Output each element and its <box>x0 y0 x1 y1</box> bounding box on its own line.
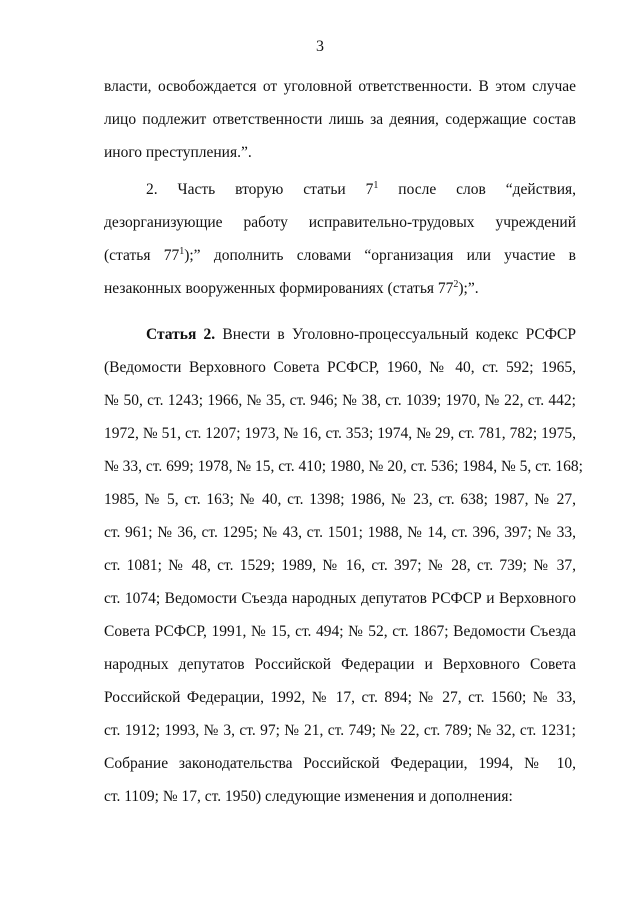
article2-line-15: ст. 1109; № 17, ст. 1950) следующие изменения и дополнения: <box>104 788 513 805</box>
para2-line-3-superscript: 1 <box>179 246 185 257</box>
para2-line-4-superscript: 2 <box>453 279 459 290</box>
para2-line-1-text-b: после слов “действия, <box>378 181 576 198</box>
para2-line-3-text-a: (статья 77 <box>104 247 180 264</box>
article2-line-4: 1972, № 51, ст. 1207; 1973, № 16, ст. 353; 1974, № 29, ст. 781, 782; 1975, <box>104 425 576 442</box>
article2-line-3: № 50, ст. 1243; 1966, № 35, ст. 946; № 38, ст. 1039; 1970, № 22, ст. 442; <box>104 392 576 409</box>
para2-line-3-text-b: );” дополнить словами “организация или участие в <box>184 247 576 264</box>
article2-line-9: ст. 1074; Ведомости Съезда народных депутатов РСФСР и Верховного <box>104 590 576 607</box>
para2-line-1-text-a: 2. Часть вторую статьи 7 <box>146 181 374 198</box>
article2-heading: Статья 2. <box>146 326 216 343</box>
article2-line-5: № 33, ст. 699; 1978, № 15, ст. 410; 1980, № 20, ст. 536; 1984, № 5, ст. 168; <box>104 458 583 475</box>
para2-line-4-text-b: );”. <box>458 280 479 297</box>
para1-line-3: иного преступления.”. <box>104 144 252 161</box>
article2-line-1-text: Внести в Уголовно-процессуальный кодекс РСФСР <box>215 326 576 343</box>
article2-line-1 <box>146 325 576 345</box>
page-number: 3 <box>316 38 324 55</box>
article2-line-13: ст. 1912; 1993, № 3, ст. 97; № 21, ст. 749; № 22, ст. 789; № 32, ст. 1231; <box>104 722 576 739</box>
para2-line-3 <box>104 246 576 266</box>
para2-line-1 <box>146 180 576 200</box>
para2-line-1-superscript: 1 <box>373 180 379 191</box>
article2-line-6: 1985, № 5, ст. 163; № 40, ст. 1398; 1986, № 23, ст. 638; 1987, № 27, <box>104 491 576 508</box>
para2-line-4 <box>104 279 576 299</box>
para2-line-2: дезорганизующие работу исправительно-трудовых учреждений <box>104 214 576 231</box>
article2-line-12: Российской Федерации, 1992, № 17, ст. 894; № 27, ст. 1560; № 33, <box>104 689 576 706</box>
article2-line-11: народных депутатов Российской Федерации и Верховного Совета <box>104 656 576 673</box>
article2-line-2: (Ведомости Верховного Совета РСФСР, 1960, № 40, ст. 592; 1965, <box>104 359 576 376</box>
article2-line-10: Совета РСФСР, 1991, № 15, ст. 494; № 52, ст. 1867; Ведомости Съезда <box>104 623 576 640</box>
para2-line-4-text-a: незаконных вооруженных формированиях (статья 77 <box>104 280 454 297</box>
para1-line-1: власти, освобождается от уголовной ответственности. В этом случае <box>104 78 576 95</box>
article2-line-7: ст. 961; № 36, ст. 1295; № 43, ст. 1501; 1988, № 14, ст. 396, 397; № 33, <box>104 524 576 541</box>
article2-line-14: Собрание законодательства Российской Федерации, 1994, № 10, <box>104 755 576 772</box>
article2-line-8: ст. 1081; № 48, ст. 1529; 1989, № 16, ст. 397; № 28, ст. 739; № 37, <box>104 557 576 574</box>
para1-line-2: лицо подлежит ответственности лишь за деяния, содержащие состав <box>104 111 576 128</box>
